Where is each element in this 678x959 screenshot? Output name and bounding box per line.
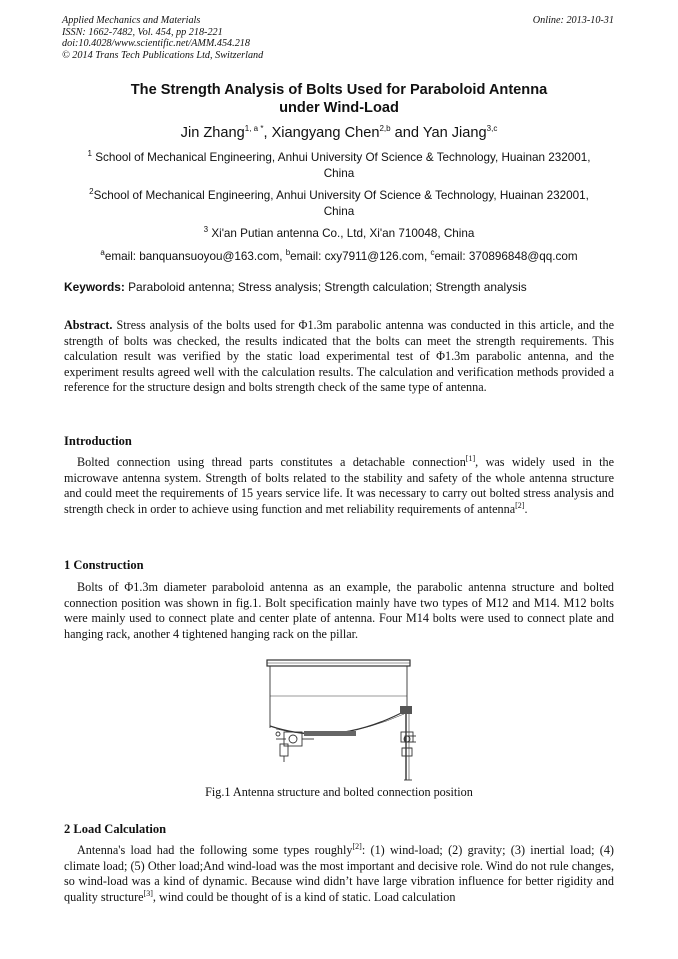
affiliation-1: $^1$ School of Mechanical Engineering, Anhui University Of Science & Technology, Huainan 232001, China (87, 149, 591, 180)
running-header (62, 15, 422, 61)
figure-caption: Fig.1 Antenna structure and bolted connection position (205, 785, 473, 799)
title-line-2: under Wind-Load (279, 100, 399, 116)
citation[interactable]: [1] (465, 453, 476, 463)
citation[interactable]: [2] (352, 841, 362, 851)
abstract (64, 318, 614, 396)
load-calculation-heading: 2 Load Calculation (64, 822, 167, 836)
paper-title (60, 81, 618, 117)
citation[interactable]: [2] (515, 500, 525, 510)
copyright-line: © 2014 Trans Tech Publications Ltd, Switzerland (62, 49, 264, 61)
author: Jin Zhang$^{1, a *}$, (180, 124, 272, 141)
affiliation-2: $^2$School of Mechanical Engineering, Anhui University Of Science & Technology, Huainan 232001, China (89, 187, 589, 218)
title-line-1: The Strength Analysis of Bolts Used for Paraboloid Antenna (130, 82, 548, 98)
reflector-dish (270, 710, 407, 734)
construction-paragraph: Bolts of Φ1.3m diameter paraboloid antenna as an example, the parabolic antenna structure and bolted connection position was shown in fig.1. Bolt specification mainly have two types of M12 and M14. M12 bolts were mainly used to connect plate and center plate of antenna. Four M14 bolts were used to connect plate and hanging rack, another 4 tightened hanging rack on the pillar. (64, 580, 614, 641)
email-entry[interactable]: $^b$email: cxy7911@126.com, (285, 247, 431, 263)
citation[interactable]: [3] (143, 888, 153, 898)
author: Xiangyang Chen$^{2,b}$ and (271, 124, 423, 141)
author-list (60, 124, 618, 142)
antenna-figure (266, 656, 416, 784)
journal-name: Applied Mechanics and Materials (62, 15, 201, 26)
online-date: Online: 2013-10-31 (532, 15, 614, 26)
feed-bolt (289, 735, 297, 743)
email-line (60, 249, 618, 265)
keywords-text: Paraboloid antenna; Stress analysis; Strength calculation; Strength analysis (128, 280, 527, 294)
introduction-heading: Introduction (64, 434, 132, 448)
email-entry[interactable]: $^a$email: banquansuoyou@163.com, (100, 247, 286, 263)
email-entry[interactable]: $^c$email: 370896848@qq.com (430, 247, 578, 263)
construction-heading: 1 Construction (64, 558, 144, 572)
hanging-rack (400, 706, 412, 714)
load-calculation-paragraph: Antenna's load had the following some types roughly[2]: (1) wind-load; (2) gravity; (3) inertial load; (4) climate load; (5) Other load;And wind-load was the most important and decisive role. Wind do not rule changes, so wind-load was a kind of dynamic. Because wind didn’t have large vibration influence for better rigidity and quality structure[3], wind could be thought of is a kind of static. Load calculation (64, 841, 614, 904)
affiliations (60, 150, 618, 264)
keywords (64, 280, 616, 295)
issn-line: ISSN: 1662-7482, Vol. 454, pp 218-221 (62, 26, 223, 38)
abstract-label: Abstract. (64, 318, 113, 332)
author: Yan Jiang$^{3,c}$ (422, 124, 498, 141)
doi-line[interactable]: doi:10.4028/www.scientific.net/AMM.454.218 (62, 38, 250, 49)
keywords-label: Keywords: (64, 280, 125, 294)
affiliation-3: $^3$ Xi'an Putian antenna Co., Ltd, Xi'an 710048, China (203, 225, 475, 240)
abstract-text: Stress analysis of the bolts used for Φ1.3m parabolic antenna was conducted in this article, and the strength of bolts was checked, the results indicated that the bolts can meet the strength requirements. This calculation result was verified by the static load experimental test of Φ1.3m parabolic antenna, and the experiment results agreed well with the calculation results. The calculation and verification methods provided a reference for the structure design and bolts strength check of the same type of antenna. (64, 318, 615, 395)
introduction-paragraph: Bolted connection using thread parts constitutes a detachable connection[1], was widely used in the microwave antenna system. Strength of bolts related to the stability and safety of the whole antenna structure and could meet the requirements of 15 years service life. It was necessary to carry out bolted stress analysis and strength check in order to achieve using function and met reliability requirements of antenna[2]. (64, 453, 614, 516)
center-plate (304, 731, 356, 736)
